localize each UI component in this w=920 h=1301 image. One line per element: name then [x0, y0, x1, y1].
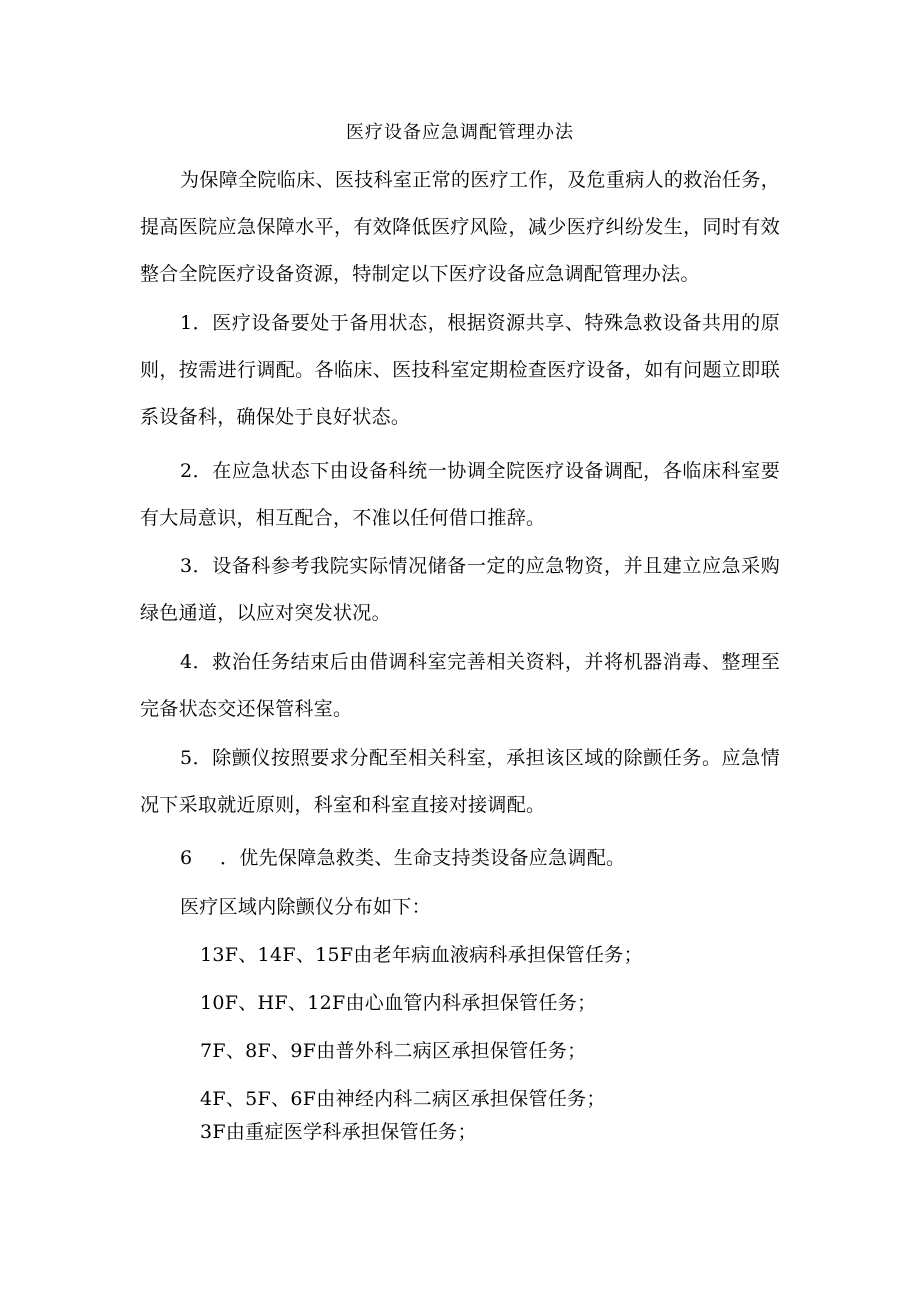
distribution-line: 10F、HF、12F由心血管内科承担保管任务； — [200, 992, 597, 1014]
item-6 — [180, 843, 625, 873]
distribution-heading: 医疗区域内除颤仪分布如下： — [180, 896, 431, 918]
document-title: 医疗设备应急调配管理办法 — [346, 122, 574, 143]
item-2: 2．在应急状态下由设备科统一协调全院医疗设备调配，各临床科室要有大局意识，相互配合，不准以任何借口推辞。 — [140, 460, 780, 529]
distribution-line: 13F、14F、15F由老年病血液病科承担保管任务； — [200, 944, 643, 966]
item-1: 1．医疗设备要处于备用状态，根据资源共享、特殊急救设备共用的原则，按需进行调配。各临床、医技科室定期检查医疗设备，如有问题立即联系设备科，确保处于良好状态。 — [140, 312, 780, 428]
item-4: 4．救治任务结束后由借调科室完善相关资料，并将机器消毒、整理至完备状态交还保管科室。 — [140, 651, 780, 720]
distribution-line: 3F由重症医学科承担保管任务； — [200, 1121, 477, 1143]
distribution-line: 7F、8F、9F由普外科二病区承担保管任务； — [200, 1040, 587, 1062]
intro-paragraph: 为保障全院临床、医技科室正常的医疗工作，及危重病人的救治任务，提高医院应急保障水平，有效降低医疗风险，减少医疗纠纷发生，同时有效整合全院医疗设备资源，特制定以下医疗设备应急调配管理办法。 — [140, 169, 780, 285]
distribution-line: 4F、5F、6F由神经内科二病区承担保管任务； — [200, 1088, 606, 1110]
item-3: 3．设备科参考我院实际情况储备一定的应急物资，并且建立应急采购绿色通道，以应对突发状况。 — [140, 555, 780, 624]
item-6-text: ．优先保障急救类、生命支持类设备应急调配。 — [220, 847, 626, 869]
item-6-number: 6 — [180, 847, 193, 869]
item-5: 5．除颤仪按照要求分配至相关科室，承担该区域的除颤任务。应急情况下采取就近原则，科室和科室直接对接调配。 — [140, 747, 780, 816]
